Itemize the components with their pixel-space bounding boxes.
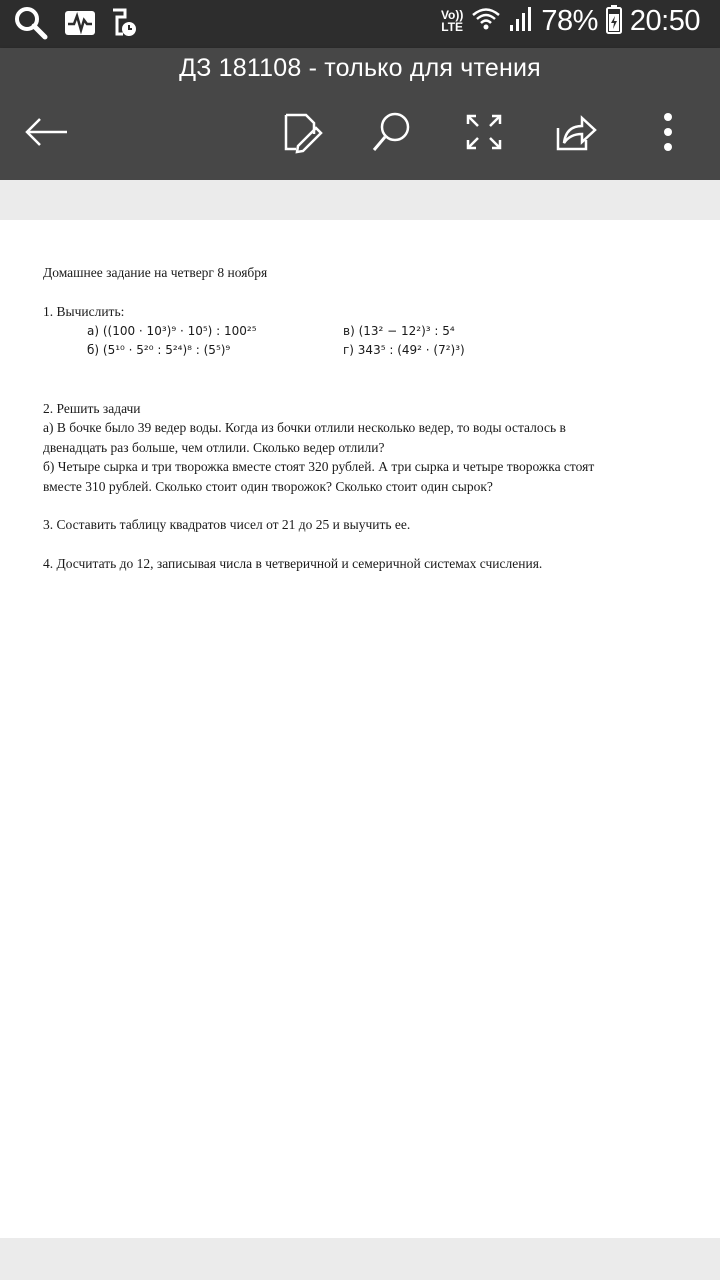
fullscreen-button[interactable] — [458, 108, 510, 160]
signal-icon — [509, 5, 533, 37]
task4: 4. Досчитать до 12, записывая числа в четверичной и семеричной системах счисления. — [43, 556, 543, 571]
fullscreen-icon — [464, 112, 504, 156]
doc-heading: Домашнее задание на четверг 8 ноября — [43, 265, 268, 280]
document-page[interactable] — [0, 220, 720, 1238]
task2-title: 2. Решить задачи — [43, 401, 141, 416]
task2-b-line1: б) Четыре сырка и три творожка вместе стоят 320 рублей. А три сырка и четыре творожка стоят — [43, 459, 595, 474]
clock: 20:50 — [629, 4, 700, 37]
task1-title: 1. Вычислить: — [43, 304, 125, 319]
search-button[interactable] — [366, 108, 418, 160]
back-arrow-icon — [23, 117, 69, 151]
task1-item-b: б) (5¹⁰ · 5²⁰ : 5²⁴)⁸ : (5⁵)⁹ — [87, 343, 231, 357]
page-gap — [0, 180, 720, 220]
battery-percent: 78% — [541, 4, 598, 37]
task2-b-line2: вместе 310 рублей. Сколько стоит один творожок? Сколько стоит один сырок? — [43, 479, 493, 494]
edit-button[interactable] — [276, 108, 328, 160]
task1-item-g: г) 343⁵ : (49² · (7²)³) — [343, 343, 465, 357]
volte-indicator: Vo)) LTE — [440, 8, 464, 34]
wifi-icon — [471, 6, 501, 36]
battery-icon — [606, 4, 622, 38]
task1-item-a: а) ((100 · 10³)⁹ · 10⁵) : 100²⁵ — [87, 324, 257, 338]
data-usage-icon — [110, 8, 138, 42]
edit-document-icon — [280, 110, 324, 158]
task1-item-v: в) (13² − 12²)³ : 5⁴ — [343, 324, 455, 338]
document-title: ДЗ 181108 - только для чтения — [179, 54, 541, 82]
share-button[interactable] — [550, 108, 602, 160]
activity-icon — [64, 8, 96, 42]
status-bar — [0, 0, 720, 48]
search-icon — [14, 6, 50, 44]
share-icon — [554, 110, 598, 158]
task3: 3. Составить таблицу квадратов чисел от 21 до 25 и выучить ее. — [43, 517, 411, 532]
app-bar — [0, 48, 720, 180]
back-button[interactable] — [20, 108, 72, 160]
page-gap-bottom — [0, 1238, 720, 1280]
search-icon — [370, 110, 414, 158]
more-vert-icon — [662, 112, 674, 156]
more-options-button[interactable] — [642, 108, 694, 160]
task2-a-line1: а) В бочке было 39 ведер воды. Когда из бочки отлили несколько ведер, то воды осталось в — [43, 420, 566, 435]
task2-a-line2: двенадцать раз больше, чем отлили. Сколько ведер отлили? — [43, 440, 385, 455]
